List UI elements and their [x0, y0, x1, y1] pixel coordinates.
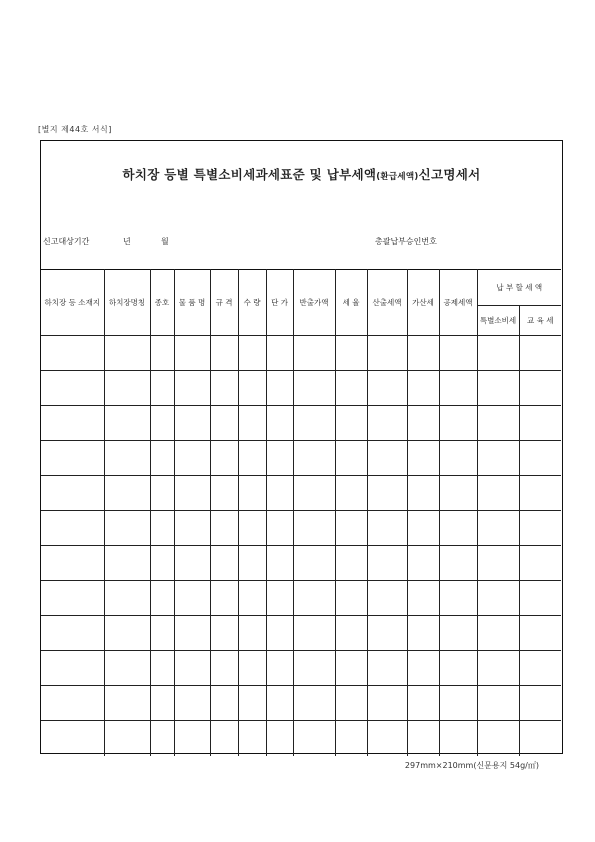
entry-cell[interactable] [150, 406, 174, 441]
entry-cell[interactable] [41, 686, 104, 721]
entry-cell[interactable] [266, 581, 293, 616]
entry-cell[interactable] [150, 441, 174, 476]
entry-cell[interactable] [41, 371, 104, 406]
entry-cell[interactable] [266, 511, 293, 546]
entry-cell[interactable] [210, 441, 238, 476]
entry-cell[interactable] [210, 371, 238, 406]
entry-cell[interactable] [335, 371, 367, 406]
col-payable-group: 납 부 할 세 액 [477, 270, 561, 306]
entry-cell[interactable] [210, 476, 238, 511]
entry-cell[interactable] [174, 371, 210, 406]
entry-cell[interactable] [174, 441, 210, 476]
entry-cell[interactable] [335, 406, 367, 441]
entry-cell[interactable] [210, 511, 238, 546]
entry-cell[interactable] [477, 511, 519, 546]
entry-cell[interactable] [238, 336, 266, 371]
col-tax-rate: 세 율 [335, 270, 367, 336]
entry-cell[interactable] [293, 511, 335, 546]
entry-cell[interactable] [266, 721, 293, 756]
entry-cell[interactable] [293, 651, 335, 686]
table-row [41, 686, 561, 721]
col-calc-tax: 산출세액 [367, 270, 407, 336]
entry-cell[interactable] [150, 336, 174, 371]
entry-cell[interactable] [174, 721, 210, 756]
entry-cell[interactable] [174, 616, 210, 651]
entry-cell[interactable] [293, 546, 335, 581]
entry-cell[interactable] [150, 581, 174, 616]
entry-cell[interactable] [519, 686, 561, 721]
entry-cell[interactable] [104, 651, 150, 686]
entry-cell[interactable] [150, 721, 174, 756]
form-frame [40, 140, 563, 754]
entry-cell[interactable] [41, 616, 104, 651]
title-main: 하치장 등별 특별소비세과세표준 및 납부세액 [122, 167, 377, 182]
entry-cell[interactable] [439, 511, 477, 546]
entry-cell[interactable] [439, 476, 477, 511]
entry-cell[interactable] [477, 406, 519, 441]
entry-cell[interactable] [367, 721, 407, 756]
entry-cell[interactable] [174, 406, 210, 441]
entry-cell[interactable] [477, 581, 519, 616]
entry-cell[interactable] [335, 441, 367, 476]
table-row [41, 441, 561, 476]
entry-cell[interactable] [367, 511, 407, 546]
entry-cell[interactable] [407, 441, 439, 476]
entry-cell[interactable] [477, 721, 519, 756]
form-title [41, 165, 562, 183]
entry-cell[interactable] [266, 476, 293, 511]
entry-cell[interactable] [266, 686, 293, 721]
entry-cell[interactable] [266, 336, 293, 371]
entry-cell[interactable] [150, 371, 174, 406]
entry-cell[interactable] [367, 336, 407, 371]
entry-cell[interactable] [367, 616, 407, 651]
entry-cell[interactable] [266, 371, 293, 406]
entry-cell[interactable] [266, 616, 293, 651]
entry-cell[interactable] [104, 476, 150, 511]
entry-cell[interactable] [519, 441, 561, 476]
entry-cell[interactable] [210, 406, 238, 441]
entry-cell[interactable] [477, 616, 519, 651]
month-label: 월 [161, 237, 169, 246]
entry-cell[interactable] [104, 511, 150, 546]
entry-cell[interactable] [367, 371, 407, 406]
entry-cell[interactable] [367, 686, 407, 721]
entry-cell[interactable] [407, 336, 439, 371]
entry-cell[interactable] [41, 476, 104, 511]
entry-cell[interactable] [367, 581, 407, 616]
entry-cell[interactable] [150, 546, 174, 581]
entry-cell[interactable] [439, 546, 477, 581]
table-row [41, 616, 561, 651]
entry-cell[interactable] [150, 511, 174, 546]
entry-cell[interactable] [335, 616, 367, 651]
entry-cell[interactable] [335, 581, 367, 616]
title-sub: (환급세액) [376, 172, 419, 182]
entry-cell[interactable] [104, 441, 150, 476]
entry-cell[interactable] [104, 336, 150, 371]
table-row [41, 406, 561, 441]
entry-cell[interactable] [174, 511, 210, 546]
entry-cell[interactable] [150, 686, 174, 721]
entry-cell[interactable] [238, 616, 266, 651]
entry-cell[interactable] [407, 546, 439, 581]
entry-cell[interactable] [335, 476, 367, 511]
entry-cell[interactable] [335, 546, 367, 581]
entry-cell[interactable] [238, 651, 266, 686]
col-code: 종호 [150, 270, 174, 336]
entry-cell[interactable] [519, 581, 561, 616]
tax-table [41, 269, 561, 756]
entry-cell[interactable] [293, 581, 335, 616]
entry-cell[interactable] [210, 686, 238, 721]
entry-cell[interactable] [439, 441, 477, 476]
entry-cell[interactable] [174, 686, 210, 721]
entry-cell[interactable] [407, 686, 439, 721]
form-number-label: [별지 제44호 서식] [38, 125, 112, 134]
entry-cell[interactable] [238, 546, 266, 581]
entry-cell[interactable] [266, 651, 293, 686]
col-unit-price: 단 가 [266, 270, 293, 336]
entry-cell[interactable] [439, 721, 477, 756]
col-name: 하치장명칭 [104, 270, 150, 336]
entry-cell[interactable] [367, 546, 407, 581]
table-row [41, 476, 561, 511]
entry-cell[interactable] [104, 406, 150, 441]
entry-cell[interactable] [104, 686, 150, 721]
entry-cell[interactable] [335, 511, 367, 546]
entry-cell[interactable] [477, 476, 519, 511]
entry-cell[interactable] [41, 721, 104, 756]
entry-cell[interactable] [41, 651, 104, 686]
approval-number-label: 총괄납부승인번호 [375, 237, 437, 246]
entry-cell[interactable] [174, 476, 210, 511]
entry-cell[interactable] [477, 546, 519, 581]
table-row [41, 336, 561, 371]
entry-cell[interactable] [238, 371, 266, 406]
entry-cell[interactable] [335, 651, 367, 686]
table-row [41, 511, 561, 546]
entry-cell[interactable] [407, 406, 439, 441]
entry-cell[interactable] [104, 371, 150, 406]
entry-cell[interactable] [335, 336, 367, 371]
entry-cell[interactable] [238, 406, 266, 441]
col-location: 하치장 등 소재지 [41, 270, 104, 336]
table-row [41, 371, 561, 406]
entry-cell[interactable] [519, 406, 561, 441]
entry-cell[interactable] [104, 721, 150, 756]
entry-cell[interactable] [407, 721, 439, 756]
entry-cell[interactable] [519, 511, 561, 546]
report-period-label: 신고대상기간 [43, 237, 90, 246]
entry-cell[interactable] [439, 651, 477, 686]
entry-cell[interactable] [238, 581, 266, 616]
entry-cell[interactable] [439, 616, 477, 651]
entry-cell[interactable] [238, 721, 266, 756]
title-tail: 신고명세서 [418, 167, 481, 182]
entry-cell[interactable] [367, 441, 407, 476]
entry-cell[interactable] [477, 441, 519, 476]
entry-cell[interactable] [238, 511, 266, 546]
entry-cell[interactable] [238, 476, 266, 511]
entry-cell[interactable] [174, 546, 210, 581]
entry-cell[interactable] [519, 546, 561, 581]
entry-cell[interactable] [293, 686, 335, 721]
col-add-tax: 가산세 [407, 270, 439, 336]
table-row [41, 651, 561, 686]
entry-cell[interactable] [150, 476, 174, 511]
entry-cell[interactable] [439, 371, 477, 406]
entry-cell[interactable] [210, 336, 238, 371]
entry-cell[interactable] [41, 546, 104, 581]
entry-cell[interactable] [210, 581, 238, 616]
entry-cell[interactable] [407, 511, 439, 546]
entry-cell[interactable] [293, 406, 335, 441]
entry-cell[interactable] [104, 616, 150, 651]
entry-cell[interactable] [407, 651, 439, 686]
col-special-tax: 특별소비세 [477, 306, 519, 336]
entry-cell[interactable] [439, 406, 477, 441]
entry-cell[interactable] [41, 336, 104, 371]
table-row [41, 581, 561, 616]
entry-cell[interactable] [266, 546, 293, 581]
entry-cell[interactable] [150, 616, 174, 651]
entry-cell[interactable] [477, 651, 519, 686]
table-row [41, 546, 561, 581]
entry-cell[interactable] [210, 546, 238, 581]
col-edu-tax: 교 육 세 [519, 306, 561, 336]
entry-cell[interactable] [41, 511, 104, 546]
entry-cell[interactable] [293, 476, 335, 511]
entry-cell[interactable] [407, 581, 439, 616]
col-qty: 수 량 [238, 270, 266, 336]
entry-cell[interactable] [407, 476, 439, 511]
entry-cell[interactable] [367, 651, 407, 686]
entry-cell[interactable] [293, 371, 335, 406]
entry-cell[interactable] [519, 336, 561, 371]
col-item: 물 품 명 [174, 270, 210, 336]
entry-cell[interactable] [266, 406, 293, 441]
entry-cell[interactable] [519, 476, 561, 511]
entry-cell[interactable] [367, 406, 407, 441]
entry-cell[interactable] [41, 581, 104, 616]
entry-cell[interactable] [293, 616, 335, 651]
entry-cell[interactable] [293, 441, 335, 476]
entry-cell[interactable] [210, 651, 238, 686]
entry-cell[interactable] [335, 686, 367, 721]
entry-cell[interactable] [293, 721, 335, 756]
entry-cell[interactable] [41, 406, 104, 441]
year-label: 년 [123, 237, 131, 246]
entry-cell[interactable] [238, 686, 266, 721]
col-spec: 규 격 [210, 270, 238, 336]
entry-cell[interactable] [367, 476, 407, 511]
entry-cell[interactable] [335, 721, 367, 756]
entry-cell[interactable] [174, 336, 210, 371]
entry-cell[interactable] [174, 581, 210, 616]
col-deduct-tax: 공제세액 [439, 270, 477, 336]
entry-cell[interactable] [519, 616, 561, 651]
entry-cell[interactable] [407, 616, 439, 651]
entry-cell[interactable] [477, 336, 519, 371]
entry-cell[interactable] [407, 371, 439, 406]
entry-cell[interactable] [439, 686, 477, 721]
entry-cell[interactable] [519, 721, 561, 756]
entry-cell[interactable] [41, 441, 104, 476]
entry-cell[interactable] [238, 441, 266, 476]
entry-cell[interactable] [477, 686, 519, 721]
entry-cell[interactable] [293, 336, 335, 371]
entry-cell[interactable] [266, 441, 293, 476]
entry-cell[interactable] [210, 616, 238, 651]
entry-cell[interactable] [519, 651, 561, 686]
entry-cell[interactable] [439, 581, 477, 616]
entry-cell[interactable] [174, 651, 210, 686]
entry-cell[interactable] [519, 371, 561, 406]
paper-spec-footer: 297mm×210mm(신문용지 54g/㎡) [404, 761, 539, 770]
table-row [41, 721, 561, 756]
entry-cell[interactable] [439, 336, 477, 371]
entry-cell[interactable] [150, 651, 174, 686]
entry-cell[interactable] [104, 581, 150, 616]
entry-cell[interactable] [104, 546, 150, 581]
entry-cell[interactable] [477, 371, 519, 406]
entry-cell[interactable] [210, 721, 238, 756]
col-shipment-value: 반출가액 [293, 270, 335, 336]
